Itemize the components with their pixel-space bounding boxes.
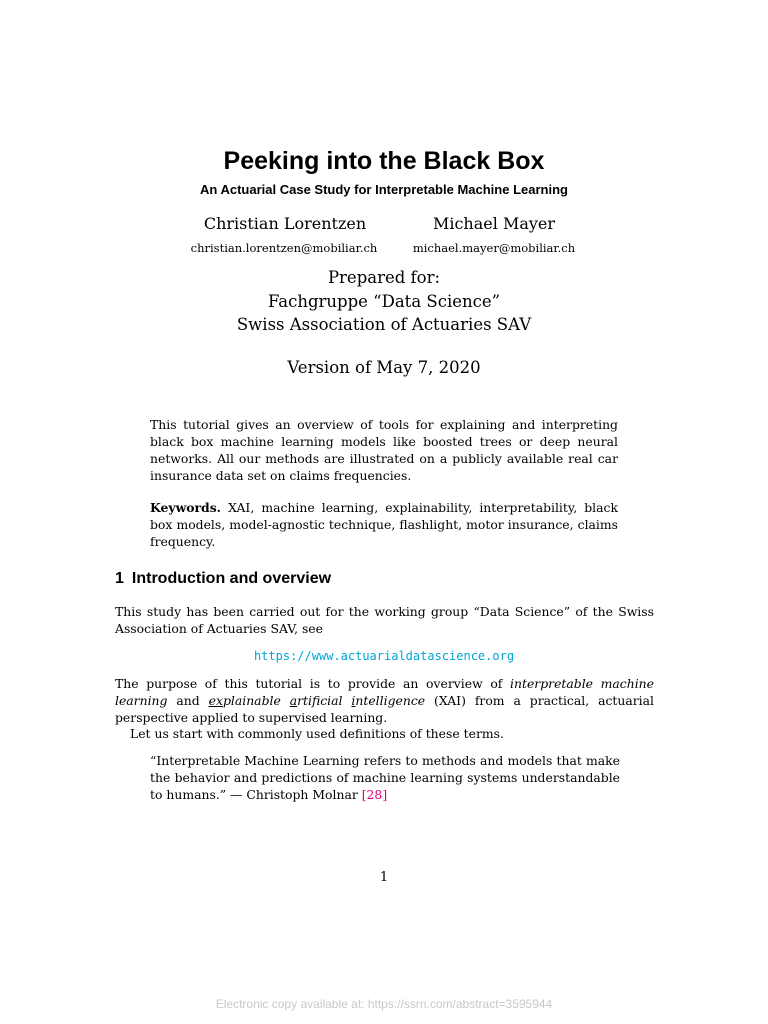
xai-artificial-rest: rtificial <box>297 693 352 708</box>
purpose-paragraph <box>115 675 654 726</box>
cite-close: ] <box>382 787 388 802</box>
term-xai <box>209 693 425 708</box>
purpose-text-3: (XAI) from a practical, actuarial perspective applied to supervised learning. <box>115 693 654 725</box>
keywords-label: Keywords. <box>150 500 221 515</box>
quote-text: “Interpretable Machine Learning refers to methods and models that make the behavior and predictions of machine learning systems understandable to humans.” — Christoph Molnar <box>150 753 620 802</box>
keywords-text: XAI, machine learning, explainability, interpretability, black box models, model-agnostic technique, flashlight, motor insurance, claims frequency. <box>150 500 618 549</box>
paper-subtitle: An Actuarial Case Study for Interpretable Machine Learning <box>200 182 568 197</box>
xai-ex: ex <box>208 693 223 708</box>
cite-number: 28 <box>366 787 383 802</box>
purpose-text-2: and <box>167 693 209 708</box>
author-name-2: Michael Mayer <box>432 214 556 233</box>
ssrn-footer: Electronic copy available at: https://ssrn.com/abstract=3595944 <box>215 997 553 1011</box>
purpose-text-1: The purpose of this tutorial is to provide an overview of <box>115 676 511 691</box>
website-link[interactable]: https://www.actuarialdatascience.org <box>253 649 515 663</box>
xai-a: a <box>289 693 298 708</box>
intro-paragraph: This study has been carried out for the working group “Data Science” of the Swiss Association of Actuaries SAV, see <box>115 604 654 636</box>
definitions-intro: Let us start with commonly used definitions of these terms. <box>130 726 504 741</box>
prepared-for-group: Fachgruppe “Data Science” <box>267 292 501 311</box>
author-name-1: Christian Lorentzen <box>203 214 367 233</box>
prepared-for-label: Prepared for: <box>327 268 441 287</box>
author-email-1[interactable]: christian.lorentzen@mobiliar.ch <box>190 241 378 255</box>
xai-intelligence-rest: ntelligence <box>355 693 426 708</box>
version-date: Version of May 7, 2020 <box>287 358 481 377</box>
section-title: Introduction and overview <box>131 570 332 587</box>
citation-link[interactable] <box>362 787 387 802</box>
xai-explainable-rest: plainable <box>222 693 290 708</box>
term-iml: interpretable machine learning <box>115 676 654 708</box>
molnar-quote <box>150 752 620 803</box>
keywords-block <box>150 499 618 550</box>
abstract-text: This tutorial gives an overview of tools for explaining and interpreting black box machine learning models like boosted trees or deep neural networks. All our methods are illustrated on a publicly available real car insurance data set on claims frequencies. <box>150 417 618 483</box>
cite-open: [ <box>361 787 367 802</box>
prepared-for-association: Swiss Association of Actuaries SAV <box>236 315 532 334</box>
section-number: 1 <box>115 570 124 587</box>
author-email-2[interactable]: michael.mayer@mobiliar.ch <box>412 241 576 255</box>
section-heading <box>115 570 339 588</box>
paper-title: Peeking into the Black Box <box>223 147 545 175</box>
page-number: 1 <box>379 870 389 885</box>
xai-i: i <box>351 693 356 708</box>
